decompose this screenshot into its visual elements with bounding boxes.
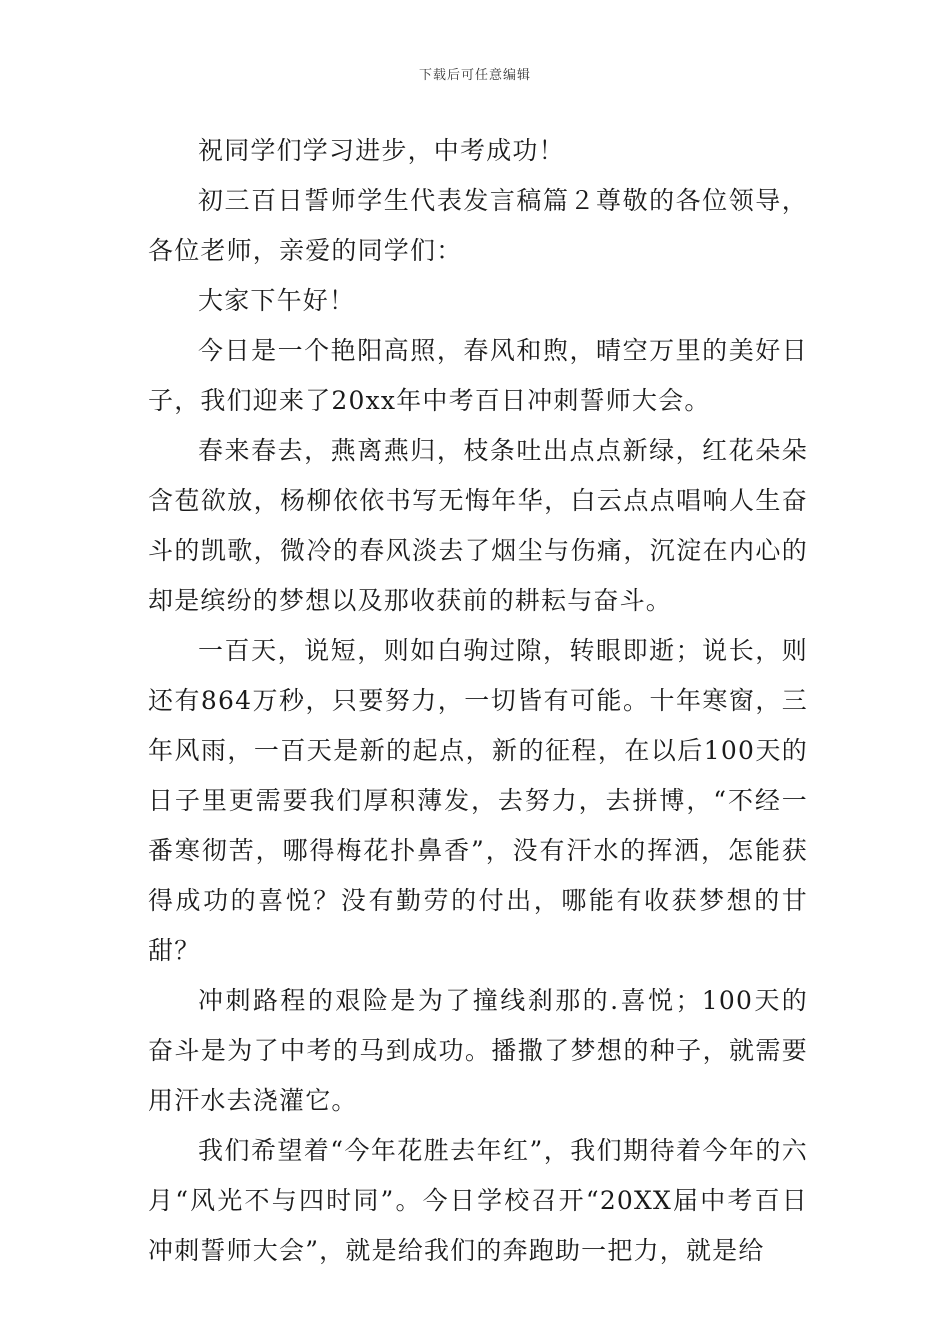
paragraph-hope: 我们希望着“今年花胜去年红”，我们期待着今年的六月“风光不与四时同”。今日学校召开“20XX届中考百日冲刺誓师大会”，就是给我们的奔跑助一把力，就是给 xyxy=(148,1136,808,1265)
paragraph-hello: 大家下午好！ xyxy=(198,286,356,315)
paragraph-title-greeting: 初三百日誓师学生代表发言稿篇２尊敬的各位领导，各位老师，亲爱的同学们： xyxy=(148,186,808,265)
paragraph-sprint: 冲刺路程的艰险是为了撞线刹那的.喜悦；100天的奋斗是为了中考的马到成功。播撒了梦想的种子，就需要用汗水去浇灌它。 xyxy=(148,986,808,1115)
paragraph-today: 今日是一个艳阳高照，春风和煦，晴空万里的美好日子，我们迎来了20xx年中考百日冲刺誓师大会。 xyxy=(148,336,808,415)
paragraph-hundred-days: 一百天，说短，则如白驹过隙，转眼即逝；说长，则还有864万秒，只要努力，一切皆有可能。十年寒窗，三年风雨，一百天是新的起点，新的征程，在以后100天的日子里更需要我们厚积薄发，去努力，去拼博，“不经一番寒彻苦，哪得梅花扑鼻香”，没有汗水的挥洒，怎能获得成功的喜悦？没有勤劳的付出，哪能有收获梦想的甘甜？ xyxy=(148,636,808,965)
paragraph-spring: 春来春去，燕离燕归，枝条吐出点点新绿，红花朵朵含苞欲放，杨柳依依书写无悔年华，白云点点唱响人生奋斗的凯歌，微冷的春风淡去了烟尘与伤痛，沉淀在内心的却是缤纷的梦想以及那收获前的耕耘与奋斗。 xyxy=(148,436,808,615)
header-note: 下载后可任意编辑 xyxy=(418,68,531,83)
paragraph-wish: 祝同学们学习进步，中考成功！ xyxy=(198,136,565,165)
document-body xyxy=(148,126,808,1276)
